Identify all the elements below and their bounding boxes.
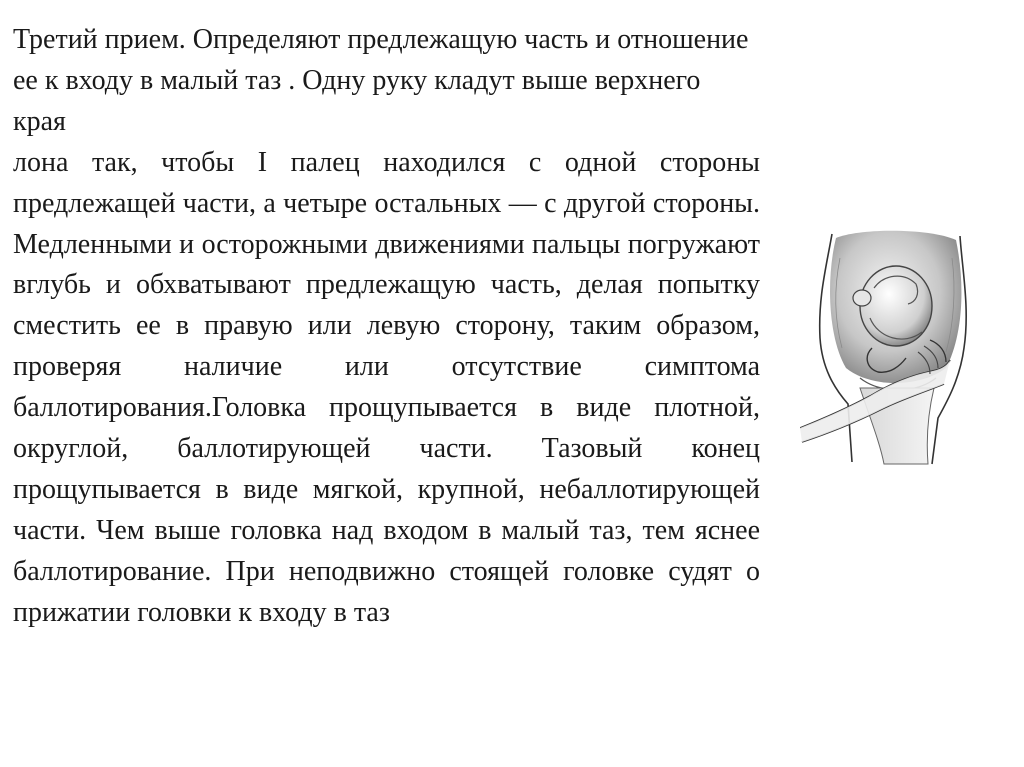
palpation-illustration-icon (800, 228, 982, 466)
paragraph-2: лона так, чтобы I палец находился с одной стороны предлежащей части, а четыре остальных — с другой стороны. Медленными и осторожными движениями пальцы погружают вглубь и обхватывают предлежащую часть, делая попытку сместить ее в правую или левую сторону, таким образом, проверяя наличие или отсутствие симптома баллотирования.Головка прощупывается в виде плотной, округлой, баллотирующей части. Тазовый конец прощупывается в виде мягкой, крупной, небаллотирующей части. Чем выше головка над входом в малый таз, тем яснее баллотирование. При неподвижно стоящей головке судят о прижатии головки к входу в таз (13, 146, 760, 628)
paragraph-1: Третий прием. Определяют предлежащую часть и отношение ее к входу в малый таз . Одну руку кладут выше верхнего края (13, 24, 749, 137)
body-text (13, 20, 760, 634)
